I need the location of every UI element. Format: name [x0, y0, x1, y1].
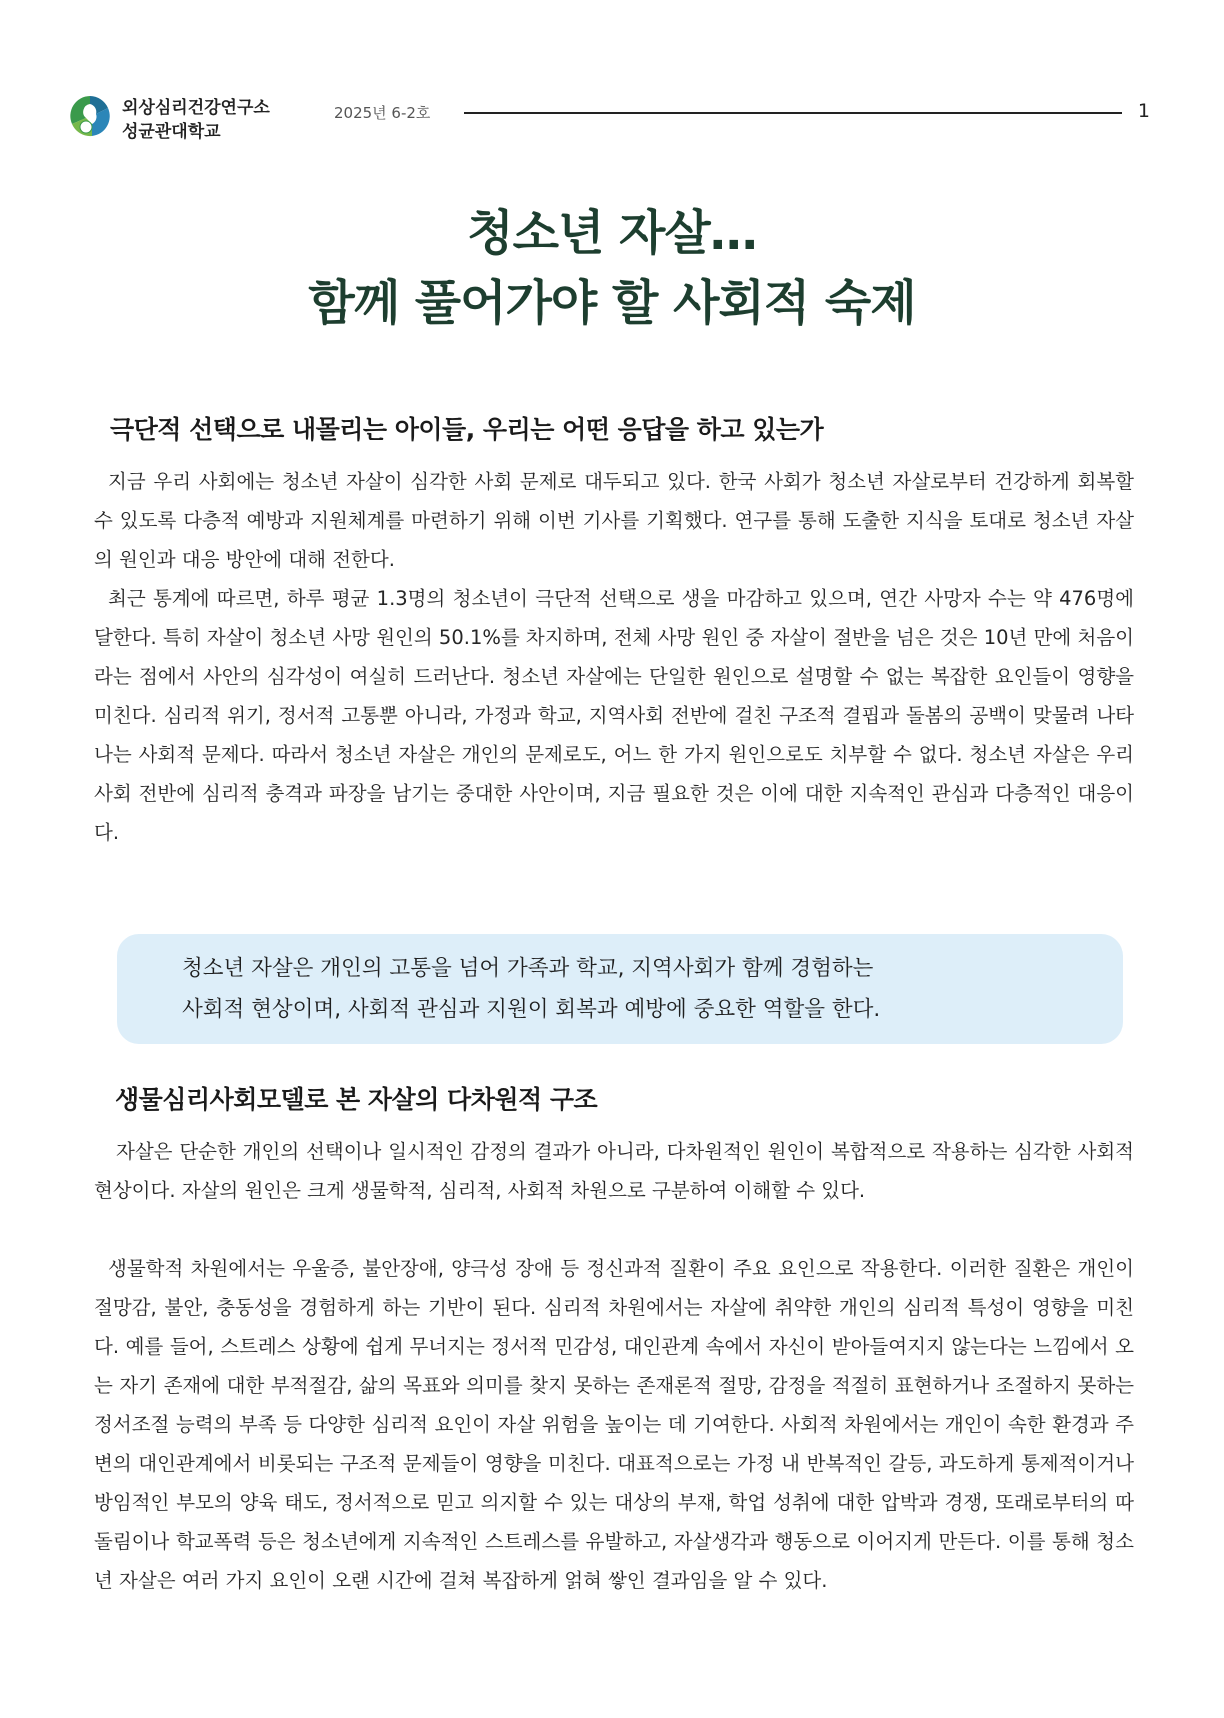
- section-1-heading: 극단적 선택으로 내몰리는 아이들, 우리는 어떤 응답을 하고 있는가: [110, 415, 824, 444]
- institute-logo-icon: [68, 94, 112, 138]
- university-name: 성균관대학교: [122, 122, 221, 142]
- title-line-1: 청소년 자살…: [467, 205, 757, 261]
- header-divider: [464, 112, 1122, 114]
- callout-line-1: 청소년 자살은 개인의 고통을 넘어 가족과 학교, 지역사회가 함께 경험하는: [182, 956, 874, 981]
- section-1-paragraph-1: 지금 우리 사회에는 청소년 자살이 심각한 사회 문제로 대두되고 있다. 한국 사회가 청소년 자살로부터 건강하게 회복할 수 있도록 다층적 예방과 지원체계를 마련하기 위해 이번 기사를 기획했다. 연구를 통해 도출한 지식을 토대로 청소년 자살의 원인과 대응 방안에 대해 전한다.: [94, 470, 1134, 571]
- section-2-paragraph-1: 자살은 단순한 개인의 선택이나 일시적인 감정의 결과가 아니라, 다차원적인 원인이 복합적으로 작용하는 심각한 사회적 현상이다. 자살의 원인은 크게 생물학적, 심리적, 사회적 차원으로 구분하여 이해할 수 있다.: [94, 1140, 1134, 1202]
- callout-text: [182, 948, 880, 1030]
- callout-box: [117, 934, 1123, 1044]
- page-header: [68, 88, 1150, 148]
- callout-line-2: 사회적 현상이며, 사회적 관심과 지원이 회복과 예방에 중요한 역할을 한다.: [182, 997, 881, 1022]
- org-name: 외상심리건강연구소: [122, 98, 270, 118]
- organization-name: [122, 96, 270, 144]
- section-2-heading: 생물심리사회모델로 본 자살의 다차원적 구조: [115, 1085, 598, 1114]
- section-2-paragraph-2: 생물학적 차원에서는 우울증, 불안장애, 양극성 장애 등 정신과적 질환이 주요 요인으로 작용한다. 이러한 질환은 개인이 절망감, 불안, 충동성을 경험하게 하는 기반이 된다. 심리적 차원에서는 자살에 취약한 개인의 심리적 특성이 영향을 미친다. 예를 들어, 스트레스 상황에 쉽게 무너지는 정서적 민감성, 대인관계 속에서 자신이 받아들여지지 않는다는 느낌에서 오는 자기 존재에 대한 부적절감, 삶의 목표와 의미를 찾지 못하는 존재론적 절망, 감정을 적절히 표현하거나 조절하지 못하는 정서조절 능력의 부족 등 다양한 심리적 요인이 자살 위험을 높이는 데 기여한다. 사회적 차원에서는 개인이 속한 환경과 주변의 대인관계에서 비롯되는 구조적 문제들이 영향을 미친다. 대표적으로는 가정 내 반복적인 갈등, 과도하게 통제적이거나 방임적인 부모의 양육 태도, 정서적으로 믿고 의지할 수 있는 대상의 부재, 학업 성취에 대한 압박과 경쟁, 또래로부터의 따돌림이나 학교폭력 등은 청소년에게 지속적인 스트레스를 유발하고, 자살생각과 행동으로 이어지게 만든다. 이를 통해 청소년 자살은 여러 가지 요인이 오랜 시간에 걸쳐 복잡하게 얽혀 쌓인 결과임을 알 수 있다.: [94, 1257, 1134, 1592]
- page-title: [0, 198, 1224, 338]
- section-1-paragraph-2: 최근 통계에 따르면, 하루 평균 1.3명의 청소년이 극단적 선택으로 생을 마감하고 있으며, 연간 사망자 수는 약 476명에 달한다. 특히 자살이 청소년 사망 원인의 50.1%를 차지하며, 전체 사망 원인 중 자살이 절반을 넘은 것은 10년 만에 처음이라는 점에서 사안의 심각성이 여실히 드러난다. 청소년 자살에는 단일한 원인으로 설명할 수 없는 복잡한 요인들이 영향을 미친다. 심리적 위기, 정서적 고통뿐 아니라, 가정과 학교, 지역사회 전반에 걸친 구조적 결핍과 돌봄의 공백이 맞물려 나타나는 사회적 문제다. 따라서 청소년 자살은 개인의 문제로도, 어느 한 가지 원인으로도 치부할 수 없다. 청소년 자살은 우리 사회 전반에 심리적 충격과 파장을 남기는 중대한 사안이며, 지금 필요한 것은 이에 대한 지속적인 관심과 다층적인 대응이다.: [94, 587, 1134, 844]
- page-number: 1: [1137, 100, 1150, 122]
- title-line-2: 함께 풀어가야 할 사회적 숙제: [308, 275, 916, 331]
- issue-number: 2025년 6-2호: [334, 104, 431, 122]
